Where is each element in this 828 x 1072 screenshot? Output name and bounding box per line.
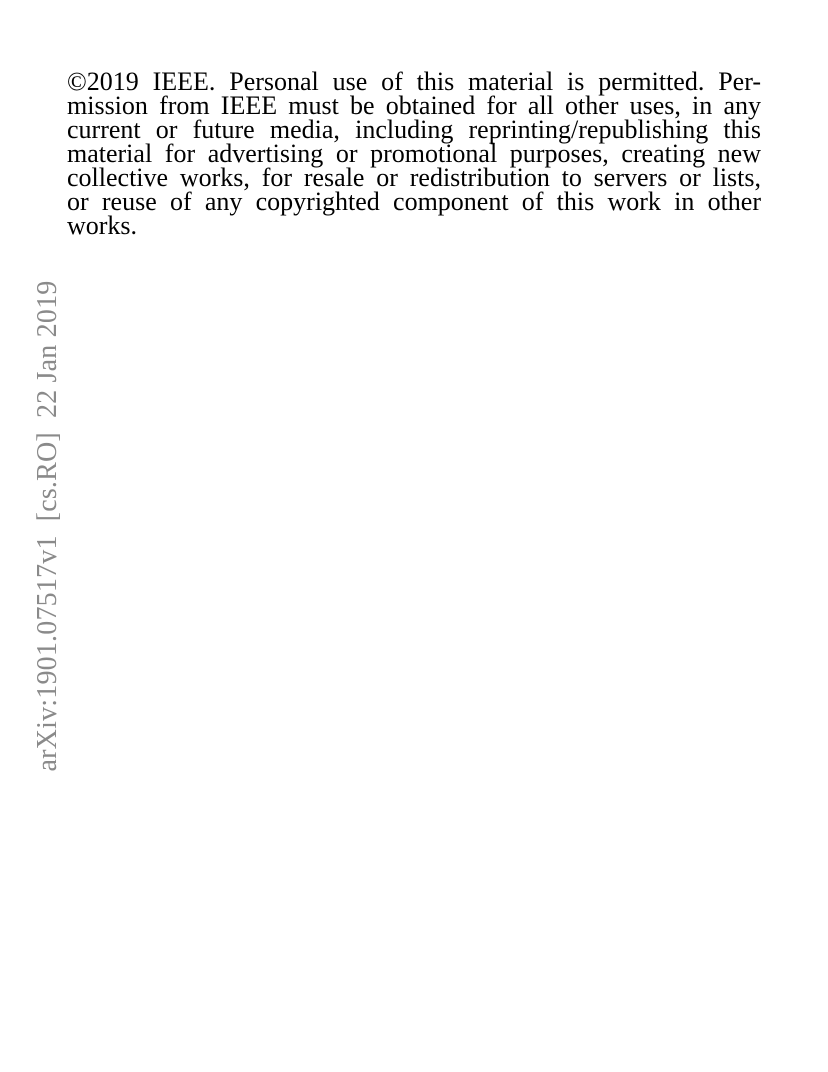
copyright-notice-line: works. (67, 211, 138, 240)
copyright-notice-line: collective works, for resale or redistribution to servers or lists, (67, 163, 761, 192)
copyright-notice-line: current or future media, including reprinting/republishing this (67, 115, 761, 144)
copyright-notice (67, 67, 761, 240)
arxiv-date: 22 Jan 2019 (32, 280, 63, 419)
arxiv-identifier: arXiv:1901.07517v1 (32, 535, 63, 772)
copyright-notice-line: mission from IEEE must be obtained for all other uses, in any (67, 91, 761, 120)
copyright-notice-line: or reuse of any copyrighted component of this work in other (67, 187, 761, 216)
arxiv-stamp (32, 281, 64, 772)
copyright-notice-line: material for advertising or promotional purposes, creating new (67, 139, 761, 168)
copyright-notice-line: ©2019 IEEE. Personal use of this material is permitted. Per- (67, 67, 761, 96)
arxiv-category: [cs.RO] (32, 432, 63, 522)
